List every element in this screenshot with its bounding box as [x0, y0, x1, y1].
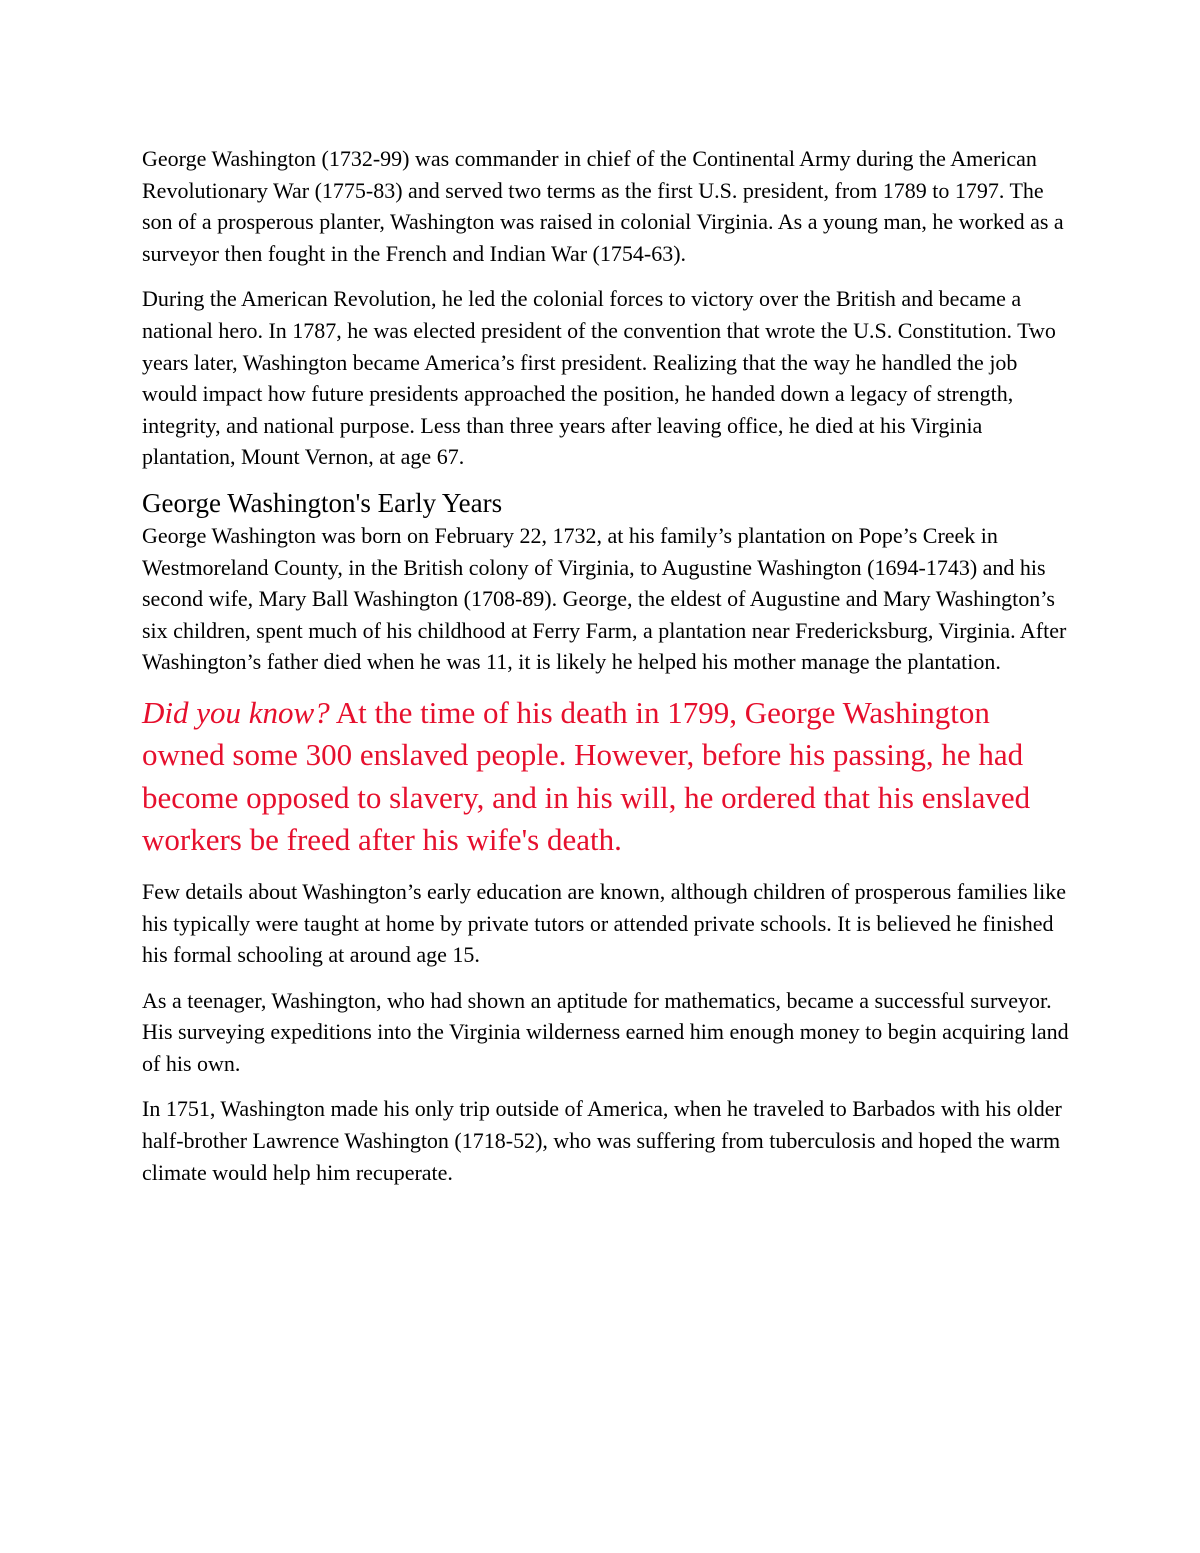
- document-page: [142, 143, 1077, 1202]
- surveyor-paragraph: As a teenager, Washington, who had shown an aptitude for mathematics, became a successful surveyor. His surveying expeditions into the Virginia wilderness earned him enough money to begin acquiring land of his own.: [142, 987, 1069, 1076]
- intro-paragraph-2: During the American Revolution, he led the colonial forces to victory over the British and became a national hero. In 1787, he was elected president of the convention that wrote the U.S. Constitution. Two years later, Washington became America’s first president. Realizing that the way he handled the job would impact how future presidents approached the position, he handed down a legacy of strength, integrity, and national purpose. Less than three years after leaving office, he died at his Virginia plantation, Mount Vernon, at age 67.: [142, 286, 1056, 470]
- education-paragraph: Few details about Washington’s early education are known, although children of prosperous families like his typically were taught at home by private tutors or attended private schools. It is believed he finished his formal schooling at around age 15.: [142, 878, 1067, 968]
- callout-lead: Did you know?: [142, 694, 330, 730]
- barbados-paragraph: In 1751, Washington made his only trip outside of America, when he traveled to Barbados with his older half-brother Lawrence Washington (1718-52), who was suffering from tuberculosis and hoped the warm climate would help him recuperate.: [142, 1096, 1062, 1185]
- section-heading: George Washington's Early Years: [142, 487, 503, 518]
- callout-text: At the time of his death in 1799, George Washington owned some 300 enslaved people. However, before his passing, he had become opposed to slavery, and in his will, he ordered that his enslaved workers be freed after his wife's death.: [142, 694, 1031, 858]
- intro-paragraph-1: George Washington (1732-99) was commander in chief of the Continental Army during the American Revolutionary War (1775-83) and served two terms as the first U.S. president, from 1789 to 1797. The son of a prosperous planter, Washington was raised in colonial Virginia. As a young man, he worked as a surveyor then fought in the French and Indian War (1754-63).: [142, 146, 1064, 266]
- early-years-paragraph: George Washington was born on February 22, 1732, at his family’s plantation on Pope’s Creek in Westmoreland County, in the British colony of Virginia, to Augustine Washington (1694-1743) and his second wife, Mary Ball Washington (1708-89). George, the eldest of Augustine and Mary Washington’s six children, spent much of his childhood at Ferry Farm, a plantation near Fredericksburg, Virginia. After Washington’s father died when he was 11, it is likely he helped his mother manage the plantation.: [142, 522, 1067, 675]
- did-you-know-callout: [142, 692, 1077, 862]
